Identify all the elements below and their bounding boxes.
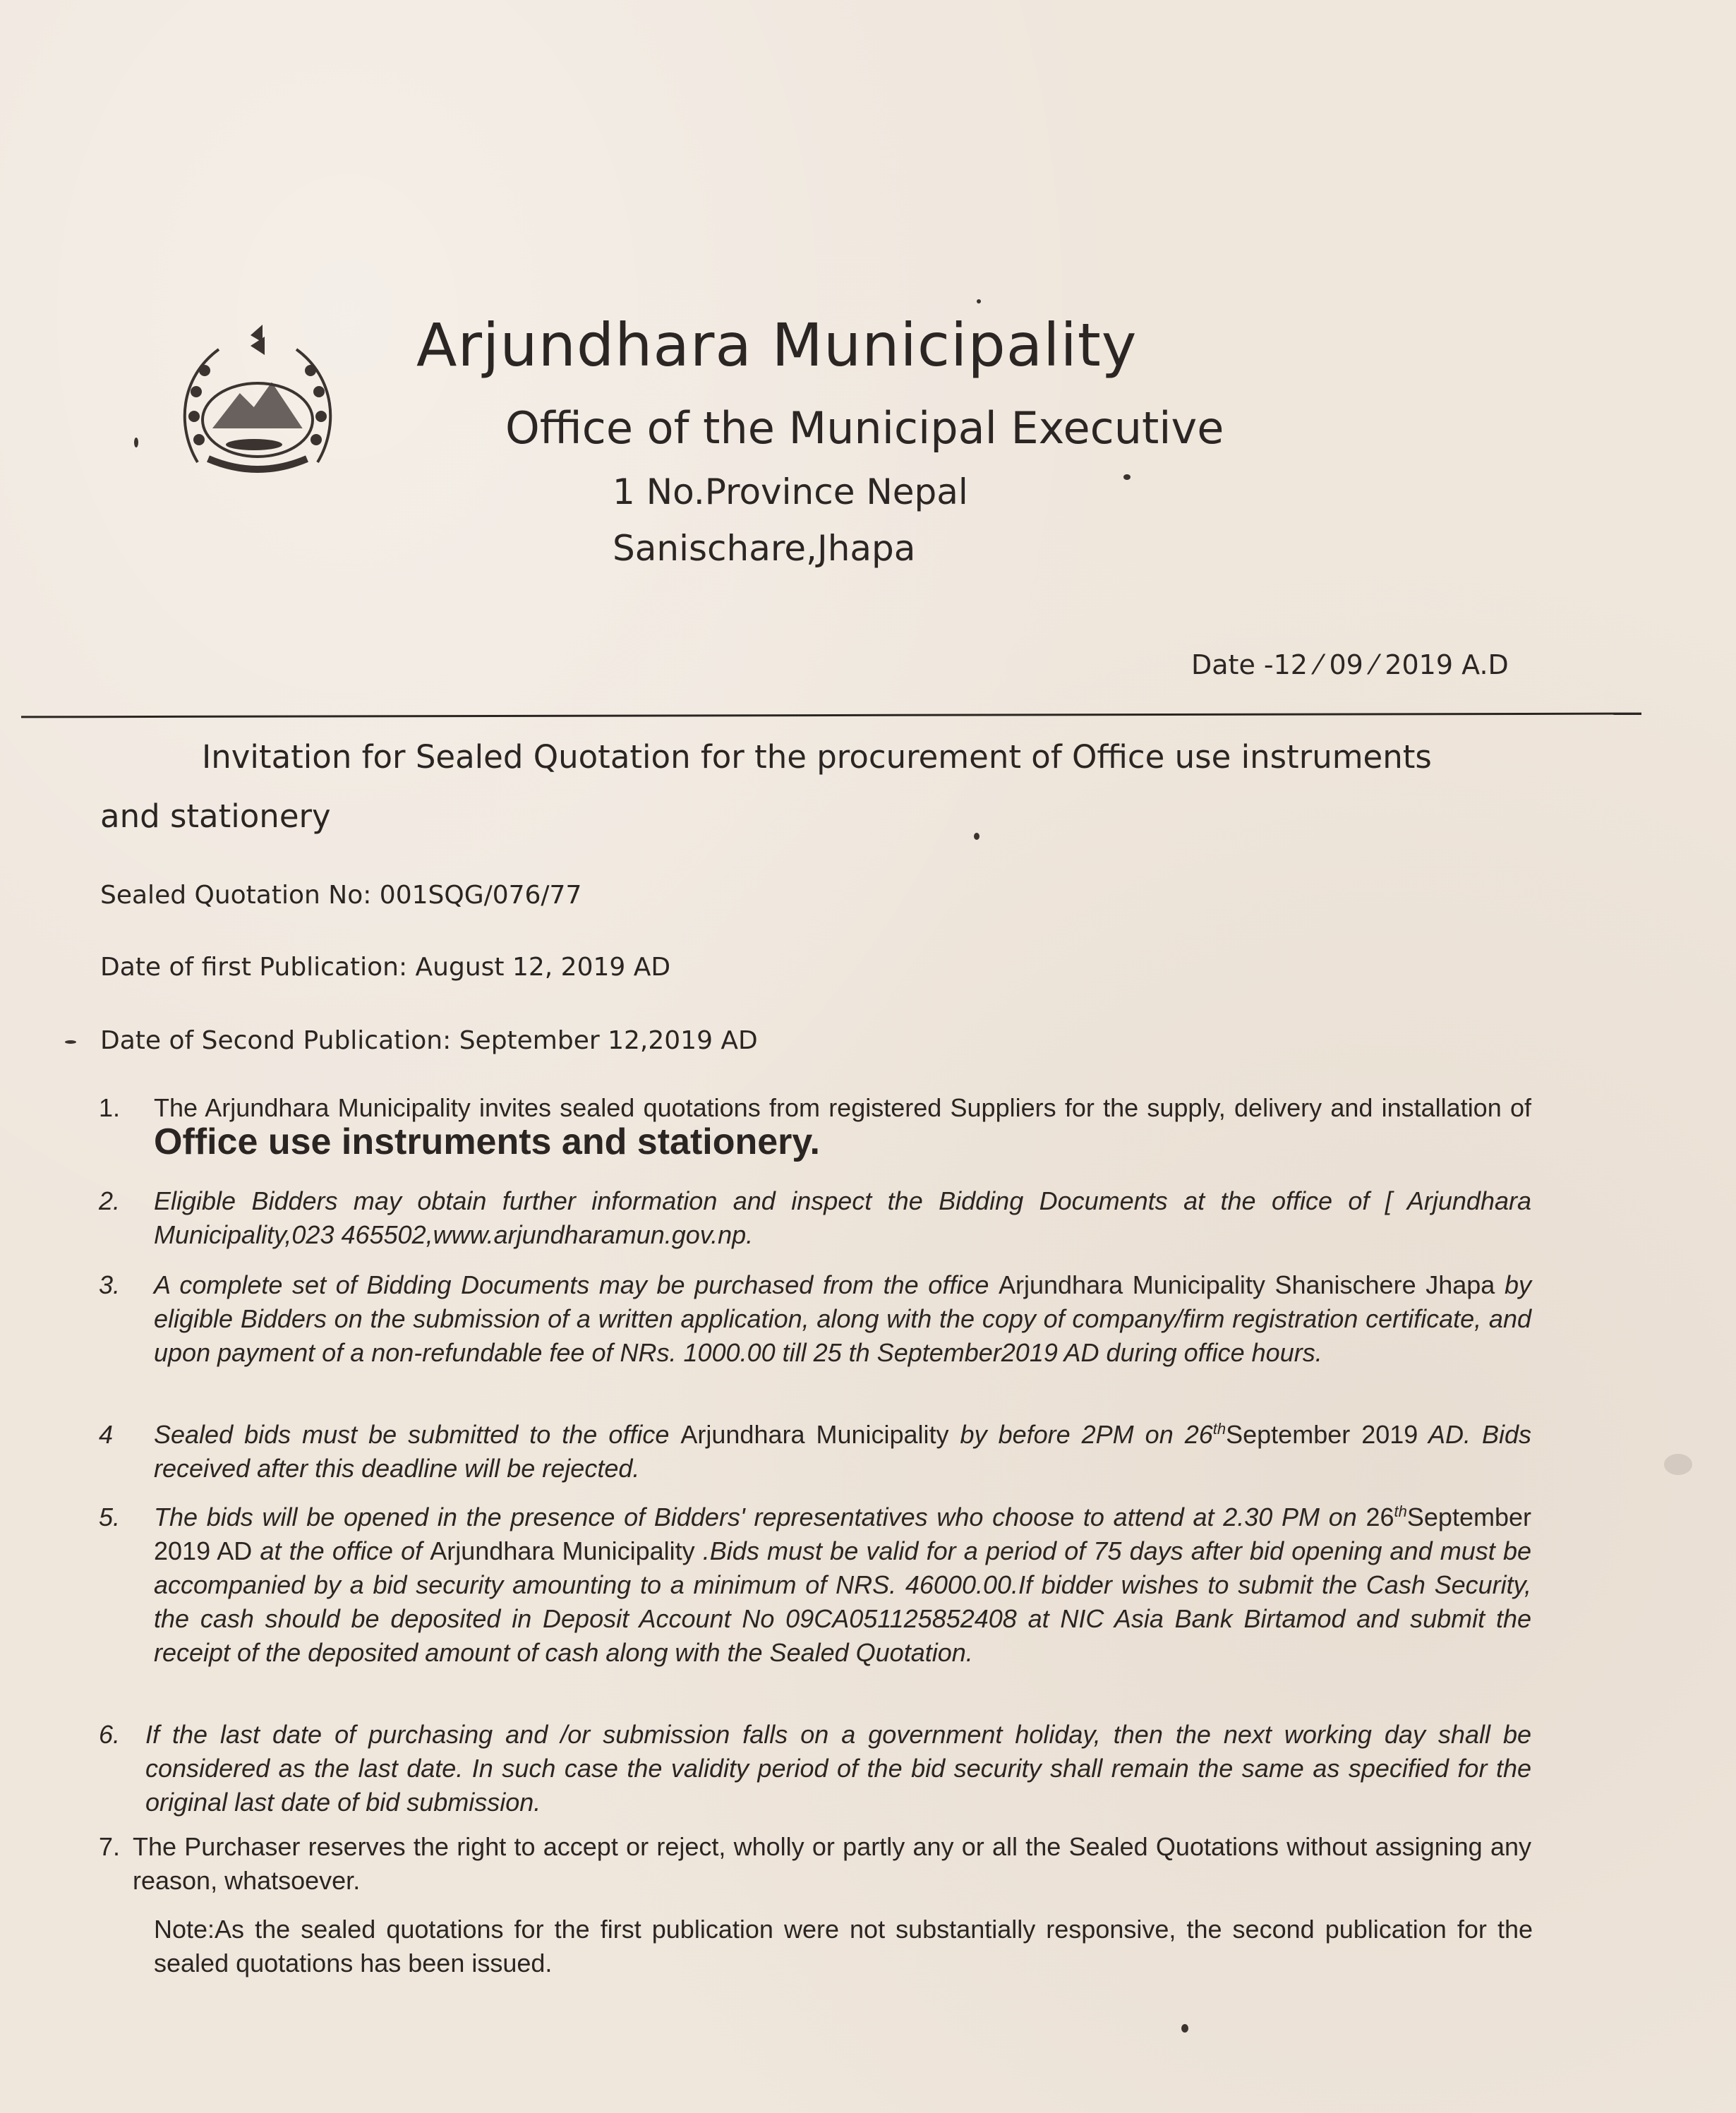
item-text: AD. Bids received after this deadline will be rejected. <box>154 1420 1532 1483</box>
municipality-title: Arjundhara Municipality <box>416 311 1138 380</box>
item-superscript: th <box>1212 1420 1226 1438</box>
invitation-heading-line-2: and stationery <box>100 797 331 835</box>
header-divider <box>21 713 1641 718</box>
paper-speck <box>977 299 981 303</box>
list-item <box>99 1500 1531 1670</box>
letter-date: Date -12 ⁄ 09 ⁄ 2019 A.D <box>1191 649 1509 680</box>
paper-speck <box>65 1040 76 1044</box>
list-item <box>99 1184 1531 1252</box>
item-number: 4 <box>99 1420 114 1449</box>
paper-speck <box>974 833 979 840</box>
item-text: .Bids must be valid for a period of 75 days after bid opening and must be accompanied by a bid security amounting to a minimum of NRS. 46000.00.If bidder wishes to submit the Cash Security, the cash should be deposited in Deposit Account No 09CA051125852408 at NIC Asia Bank Birtamod and submit the receipt of the deposited amount of cash along with the Sealed Quotation. <box>154 1536 1531 1667</box>
item-text: at the office of <box>252 1536 430 1565</box>
paper-stain <box>1664 1454 1692 1475</box>
list-item <box>99 1418 1531 1486</box>
item-text-upright: 26 <box>1366 1503 1394 1531</box>
item-number: 7. <box>99 1832 121 1861</box>
province-line: 1 No.Province Nepal <box>613 471 968 512</box>
item-text-upright: Arjundhara Municipality <box>680 1420 949 1449</box>
item-emphasis: Office use instruments and stationery. <box>154 1121 820 1162</box>
item-text: by eligible Bidders on the submission of a written application, along with the copy of company/firm registration certificate, and upon payment of a non-refundable fee of NRs. 1000.00 till 25 th September2019 AD during office hours. <box>154 1270 1531 1367</box>
item-number: 1. <box>99 1093 121 1122</box>
paper-speck <box>1123 474 1131 480</box>
list-item <box>99 1830 1531 1898</box>
item-number: 2. <box>99 1186 121 1215</box>
first-publication-date: Date of first Publication: August 12, 2019 AD <box>100 953 671 982</box>
item-text-upright: Arjundhara Municipality Shanischere Jhapa <box>998 1270 1495 1299</box>
item-text: The bids will be opened in the presence of Bidders' representatives who choose to attend at 2.30 PM on <box>154 1503 1366 1531</box>
list-item <box>99 1718 1531 1819</box>
item-number: 3. <box>99 1270 121 1299</box>
item-text-upright: September 2019 <box>1226 1420 1418 1449</box>
item-text: Eligible Bidders may obtain further information and inspect the Bidding Documents at the office of [ Arjundhara Municipality,023 465502,www.arjundharamun.gov.np. <box>154 1186 1531 1249</box>
quotation-number: Sealed Quotation No: 001SQG/076/77 <box>100 881 582 910</box>
second-publication-date: Date of Second Publication: September 12,2019 AD <box>100 1026 758 1055</box>
item-text: A complete set of Bidding Documents may be purchased from the office <box>154 1270 999 1299</box>
item-text-upright: September 2019 AD <box>154 1503 1531 1565</box>
location-line: Sanischare,Jhapa <box>613 528 916 569</box>
item-number: 5. <box>99 1503 121 1531</box>
list-item <box>99 1091 1531 1162</box>
paper-speck <box>1181 2024 1188 2033</box>
list-item <box>99 1268 1531 1370</box>
item-text: The Purchaser reserves the right to accept or reject, wholly or partly any or all the Sealed Quotations without assigning any reason, whatsoever. <box>133 1832 1531 1895</box>
office-name: Office of the Municipal Executive <box>505 402 1224 454</box>
item-superscript: th <box>1394 1503 1407 1520</box>
item-text: If the last date of purchasing and /or submission falls on a government holiday, then the next working day shall be considered as the last date. In such case the validity period of the bid security shall remain the same as specified for the original last date of bid submission. <box>145 1720 1531 1817</box>
item-text: by before 2PM on 26 <box>948 1420 1213 1449</box>
item-text-upright: Arjundhara Municipality <box>430 1536 695 1565</box>
paper-speck <box>134 438 138 447</box>
nepal-government-emblem-icon <box>169 321 346 483</box>
closing-note: Note:As the sealed quotations for the first publication were not substantially responsive, the second publication for the sealed quotations has been issued. <box>154 1915 1533 1977</box>
item-text: Sealed bids must be submitted to the office <box>154 1420 681 1449</box>
invitation-heading-line-1: Invitation for Sealed Quotation for the procurement of Office use instruments <box>202 738 1432 776</box>
item-text: The Arjundhara Municipality invites sealed quotations from registered Suppliers for the supply, delivery and installation of <box>154 1093 1531 1122</box>
item-number: 6. <box>99 1720 121 1749</box>
